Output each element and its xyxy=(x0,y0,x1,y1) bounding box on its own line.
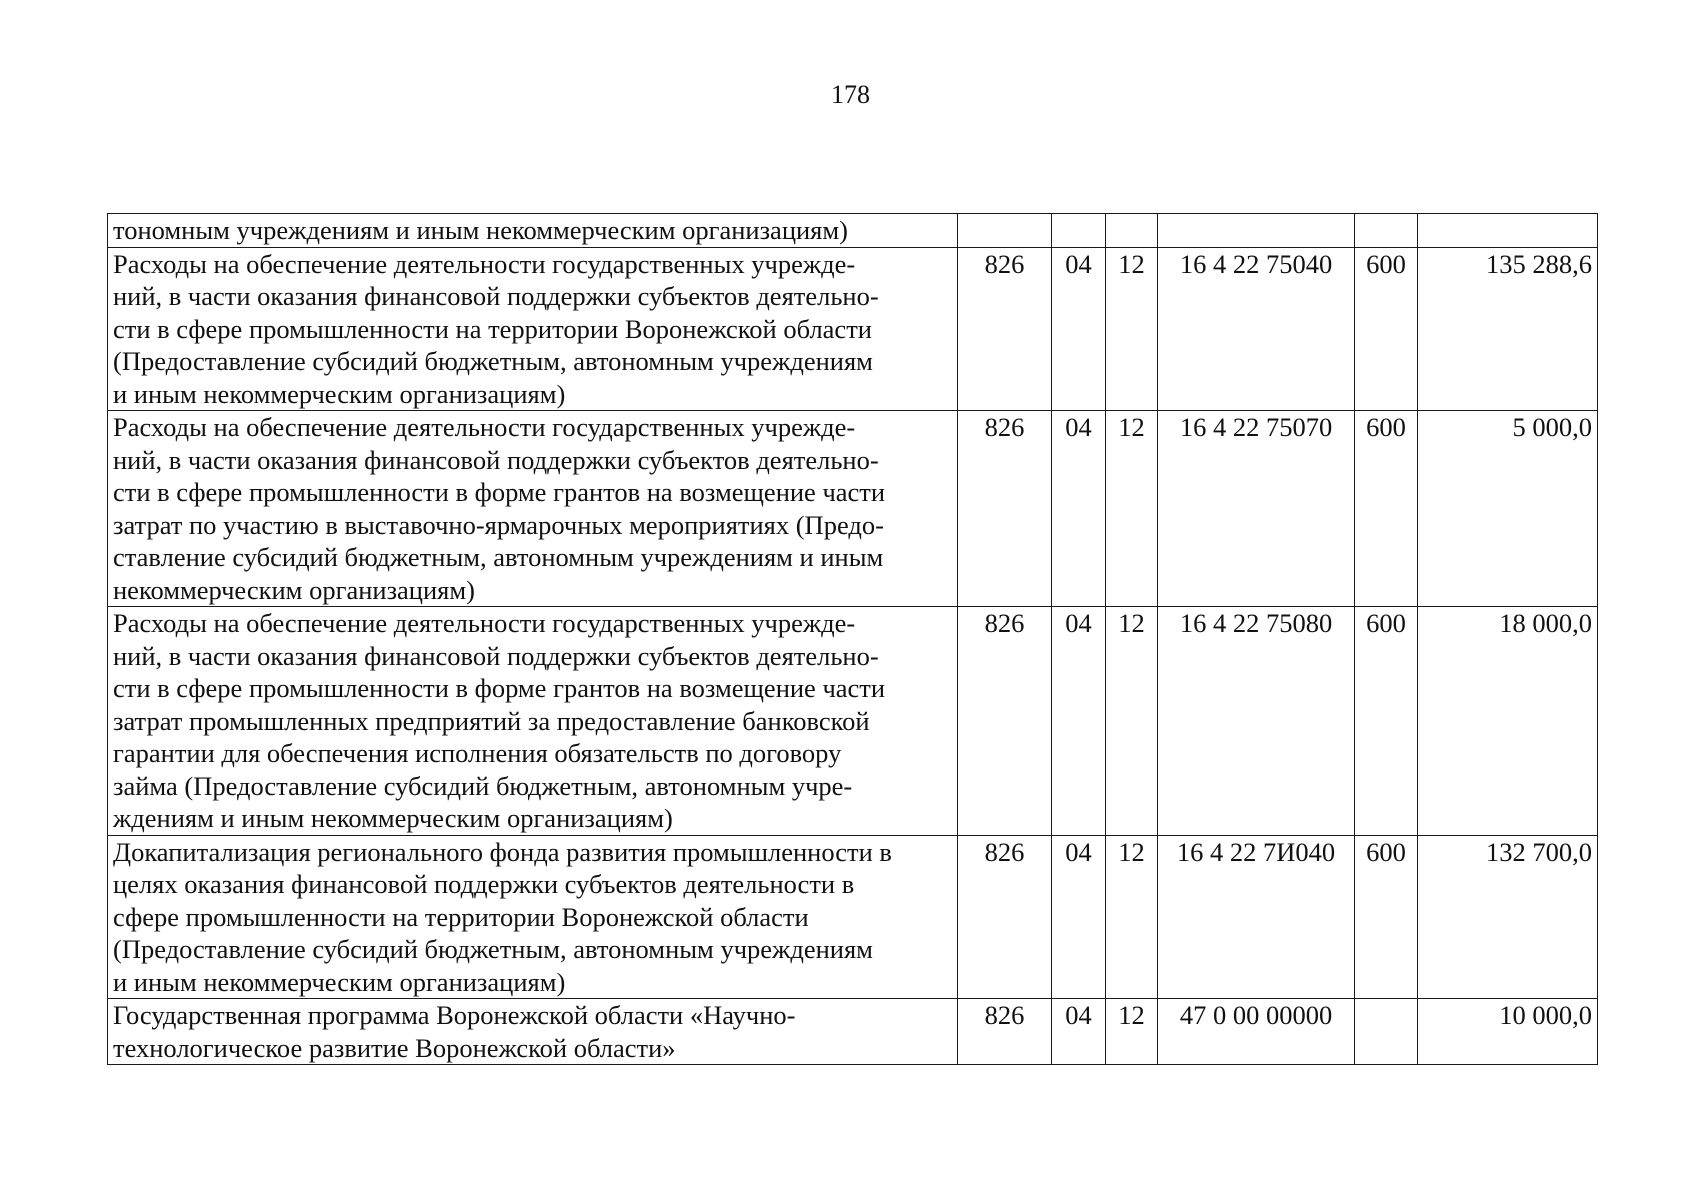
row-grbs-code: 826 xyxy=(958,835,1052,999)
row-grbs-code: 826 xyxy=(958,247,1052,411)
row-description: Докапитализация регионального фонда развития промышленности в целях оказания финансовой поддержки субъектов деятельности в сфере промышленности на территории Воронежской области (Предоставление субсидий бюджетным, автономным учреждениям и иным некоммерческим организациям) xyxy=(108,835,958,999)
row-subsection-code: 12 xyxy=(1106,411,1158,607)
row-description: тономным учреждениям и иным некоммерческим организациям) xyxy=(108,214,958,248)
row-amount: 135 288,6 xyxy=(1418,247,1598,411)
table-row xyxy=(108,247,1598,411)
row-target-article-code: 47 0 00 00000 xyxy=(1158,999,1355,1065)
row-target-article-code: 16 4 22 75070 xyxy=(1158,411,1355,607)
row-subsection-code: 12 xyxy=(1106,607,1158,836)
table-row xyxy=(108,607,1598,836)
row-amount: 132 700,0 xyxy=(1418,835,1598,999)
row-description: Расходы на обеспечение деятельности государственных учрежде- ний, в части оказания финансовой поддержки субъектов деятельно- сти в сфере промышленности в форме грантов на возмещение части затрат промышленных предприятий за предоставление банковской гарантии для обеспечения исполнения обязательств по договору займа (Предоставление субсидий бюджетным, автономным учре- ждениям и иным некоммерческим организациям) xyxy=(108,607,958,836)
row-section-code: 04 xyxy=(1052,835,1106,999)
row-grbs-code: 826 xyxy=(958,999,1052,1065)
row-expense-type-code: 600 xyxy=(1355,247,1418,411)
row-expense-type-code: 600 xyxy=(1355,607,1418,836)
table-row xyxy=(108,835,1598,999)
row-grbs-code xyxy=(958,214,1052,248)
row-expense-type-code xyxy=(1355,999,1418,1065)
row-section-code: 04 xyxy=(1052,607,1106,836)
row-target-article-code: 16 4 22 75040 xyxy=(1158,247,1355,411)
table-body xyxy=(108,214,1598,1065)
row-amount xyxy=(1418,214,1598,248)
table-row xyxy=(108,411,1598,607)
table-row xyxy=(108,999,1598,1065)
budget-table xyxy=(107,213,1598,1065)
row-subsection-code xyxy=(1106,214,1158,248)
row-section-code: 04 xyxy=(1052,247,1106,411)
page-number: 178 xyxy=(831,80,870,109)
row-section-code: 04 xyxy=(1052,411,1106,607)
row-description: Расходы на обеспечение деятельности государственных учрежде- ний, в части оказания финансовой поддержки субъектов деятельно- сти в сфере промышленности в форме грантов на возмещение части затрат по участию в выставочно-ярмарочных мероприятиях (Предо- ставление субсидий бюджетным, автономным учреждениям и иным некоммерческим организациям) xyxy=(108,411,958,607)
row-target-article-code: 16 4 22 7И040 xyxy=(1158,835,1355,999)
row-expense-type-code xyxy=(1355,214,1418,248)
row-grbs-code: 826 xyxy=(958,411,1052,607)
row-target-article-code: 16 4 22 75080 xyxy=(1158,607,1355,836)
row-description: Расходы на обеспечение деятельности государственных учрежде- ний, в части оказания финансовой поддержки субъектов деятельно- сти в сфере промышленности на территории Воронежской области (Предоставление субсидий бюджетным, автономным учреждениям и иным некоммерческим организациям) xyxy=(108,247,958,411)
row-expense-type-code: 600 xyxy=(1355,411,1418,607)
row-amount: 18 000,0 xyxy=(1418,607,1598,836)
row-amount: 5 000,0 xyxy=(1418,411,1598,607)
row-description: Государственная программа Воронежской области «Научно- технологическое развитие Воронежской области» xyxy=(108,999,958,1065)
row-section-code xyxy=(1052,214,1106,248)
row-section-code: 04 xyxy=(1052,999,1106,1065)
row-target-article-code xyxy=(1158,214,1355,248)
row-subsection-code: 12 xyxy=(1106,835,1158,999)
table-row xyxy=(108,214,1598,248)
row-amount: 10 000,0 xyxy=(1418,999,1598,1065)
row-grbs-code: 826 xyxy=(958,607,1052,836)
row-subsection-code: 12 xyxy=(1106,999,1158,1065)
row-expense-type-code: 600 xyxy=(1355,835,1418,999)
row-subsection-code: 12 xyxy=(1106,247,1158,411)
